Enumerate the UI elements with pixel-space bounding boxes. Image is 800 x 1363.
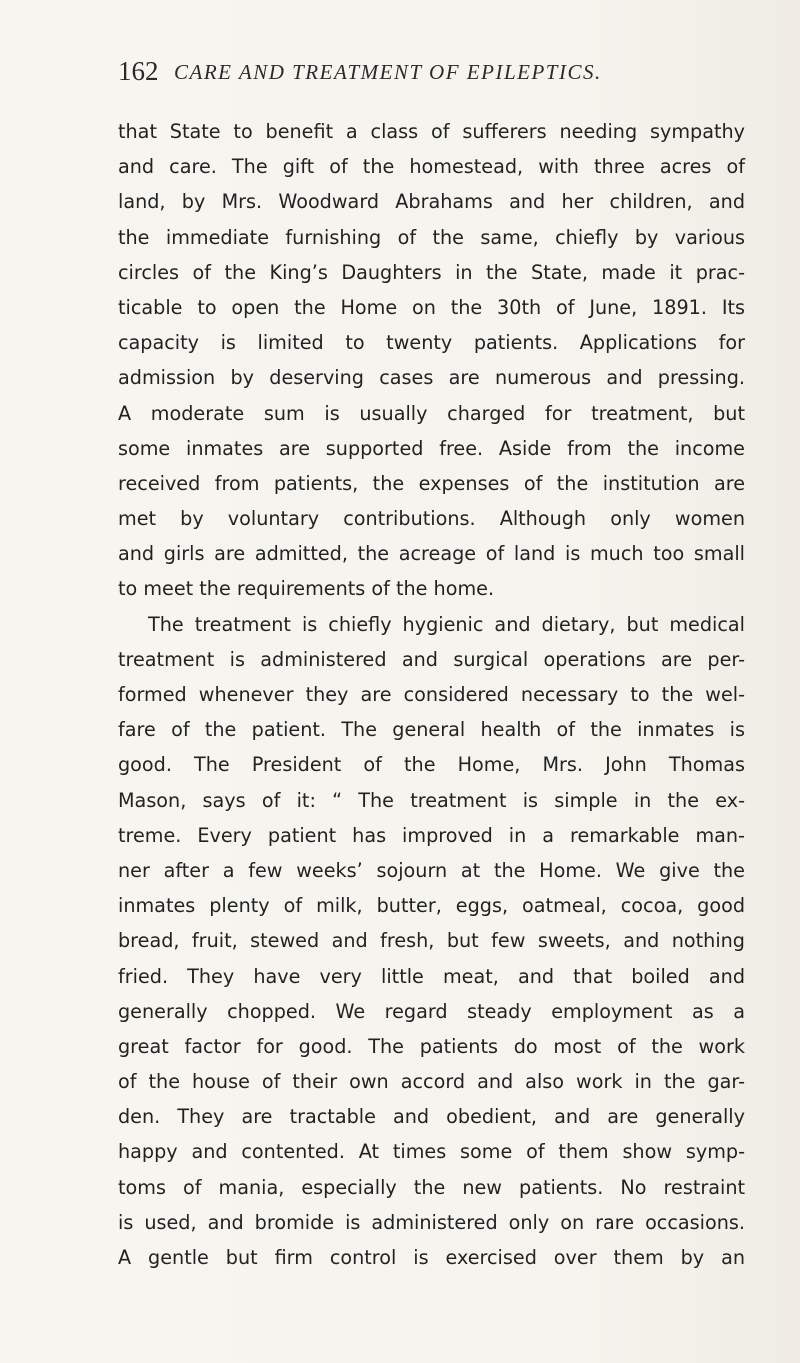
text-line: received from patients, the expenses of the institution are (118, 471, 745, 495)
text-line: is used, and bromide is administered only on rare occasions. (118, 1210, 745, 1234)
text-line: treatment is administered and surgical operations are per- (118, 647, 745, 671)
text-line: admission by deserving cases are numerous and pressing. (118, 366, 745, 390)
text-line: of the house of their own accord and also work in the gar- (118, 1070, 745, 1094)
text-line: good. The President of the Home, Mrs. John Thomas (118, 753, 745, 777)
body-text (118, 114, 745, 1275)
text-line: land, by Mrs. Woodward Abrahams and her children, and (118, 190, 745, 214)
text-line: A moderate sum is usually charged for treatment, but (118, 401, 745, 425)
paragraph-start-line: The treatment is chiefly hygienic and dietary, but medical (148, 612, 745, 636)
page-header (118, 56, 738, 96)
text-line: A gentle but firm control is exercised over them by an (118, 1246, 745, 1269)
text-line: fried. They have very little meat, and that boiled and (118, 964, 745, 988)
text-line: toms of mania, especially the new patients. No restraint (118, 1175, 745, 1199)
text-line: and care. The gift of the homestead, with three acres of (118, 155, 745, 179)
text-line: circles of the King’s Daughters in the State, made it prac- (118, 260, 745, 284)
running-head: CARE AND TREATMENT OF EPILEPTICS. (174, 60, 602, 84)
text-line: Mason, says of it: “ The treatment is simple in the ex- (118, 788, 745, 812)
paragraph-end-line: to meet the requirements of the home. (118, 577, 495, 601)
text-line: fare of the patient. The general health of the inmates is (118, 718, 745, 742)
text-line: formed whenever they are considered necessary to the wel- (118, 683, 745, 706)
text-line: ticable to open the Home on the 30th of June, 1891. Its (118, 295, 745, 319)
text-line: treme. Every patient has improved in a remarkable man- (118, 823, 745, 847)
text-line: great factor for good. The patients do most of the work (118, 1034, 745, 1058)
page-number: 162 (118, 56, 159, 86)
text-line: some inmates are supported free. Aside from the income (118, 436, 745, 460)
text-line: ner after a few weeks’ sojourn at the Home. We give the (118, 858, 745, 882)
text-line: and girls are admitted, the acreage of land is much too small (118, 542, 745, 566)
text-line: capacity is limited to twenty patients. Applications for (118, 331, 745, 355)
text-line: inmates plenty of milk, butter, eggs, oatmeal, cocoa, good (118, 894, 745, 918)
text-line: the immediate furnishing of the same, chiefly by various (118, 225, 745, 249)
text-line: that State to benefit a class of sufferers needing sympathy (118, 120, 745, 143)
text-line: bread, fruit, stewed and fresh, but few sweets, and nothing (118, 929, 745, 953)
text-line: generally chopped. We regard steady employment as a (118, 999, 745, 1023)
text-line: den. They are tractable and obedient, and are generally (118, 1105, 745, 1129)
text-line: met by voluntary contributions. Although only women (118, 507, 745, 531)
text-line: happy and contented. At times some of them show symp- (118, 1140, 745, 1164)
